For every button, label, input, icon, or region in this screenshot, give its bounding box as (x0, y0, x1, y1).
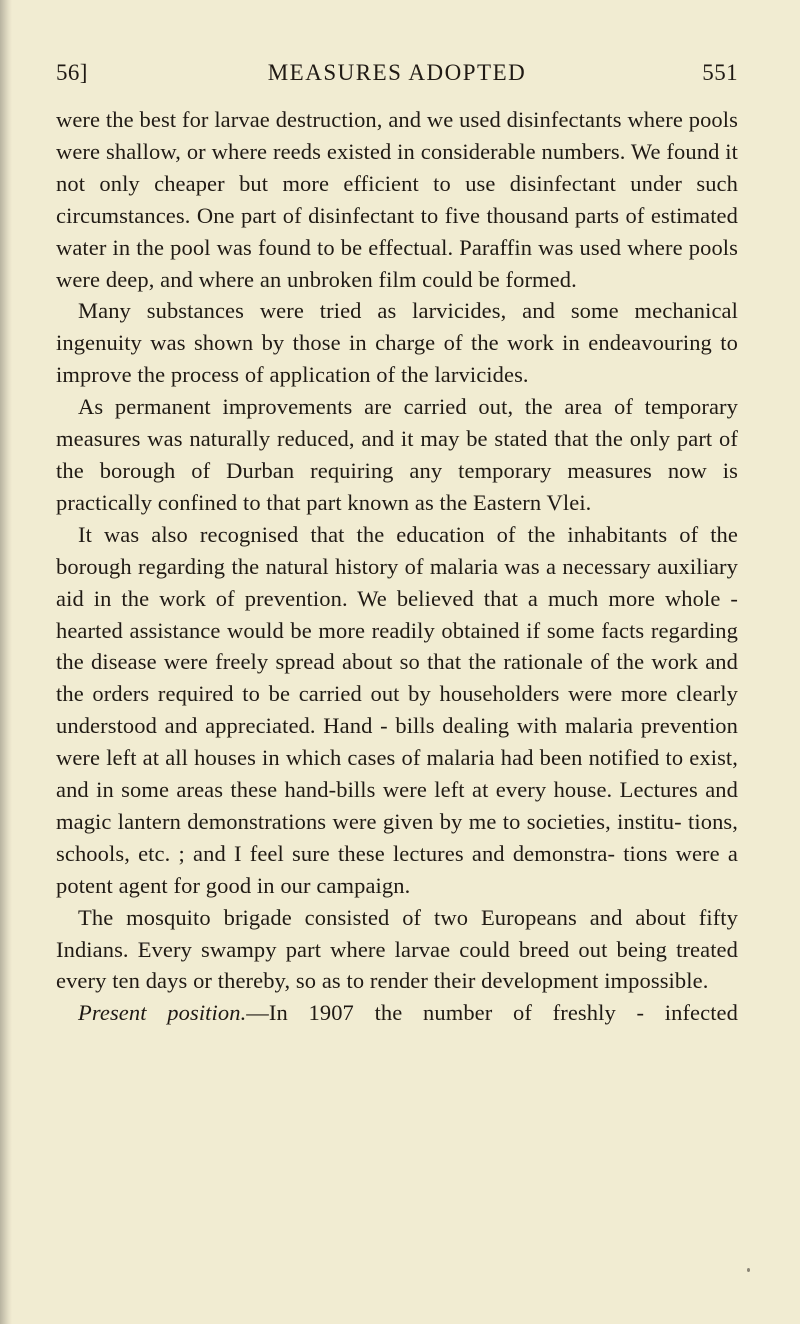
body-text (56, 104, 738, 1029)
paragraph: were the best for larvae destruction, and we used disinfectants where pools were shallow, or where reeds existed in considerable numbers. We found it not only cheaper but more efficient to use disinfectant under such circumstances. One part of disinfectant to five thousand parts of estimated water in the pool was found to be effectual. Paraffin was used where pools were deep, and where an unbroken film could be formed. (56, 107, 738, 292)
paper-speck (747, 1268, 750, 1272)
paragraph: It was also recognised that the education of the inhabitants of the borough regarding the natural history of malaria was a necessary auxiliary aid in the work of prevention. We believed that a much more whole - hearted assistance would be more readily obtained if some facts regarding the disease were freely spread about so that the rationale of the work and the orders required to be carried out by householders were more clearly understood and appreciated. Hand - bills dealing with malaria prevention were left at all houses in which cases of malaria had been notified to exist, and in some areas these hand-bills were left at every house. Lectures and magic lantern demonstrations were given by me to societies, institu- tions, schools, etc. ; and I feel sure these lectures and demonstra- tions were a potent agent for good in our campaign. (56, 521, 738, 898)
running-head (56, 60, 738, 96)
paragraph: The mosquito brigade consisted of two Europeans and about fifty Indians. Every swampy part where larvae could breed out being treated every ten days or thereby, so as to render their development impossible. (56, 904, 738, 994)
page-number: 551 (702, 60, 738, 85)
paragraph-present-position (56, 997, 738, 1029)
paragraph-continuation: —In 1907 the number of freshly - infected (246, 1000, 738, 1026)
running-title: MEASURES ADOPTED (267, 60, 527, 85)
binding-shadow (0, 0, 12, 1324)
italic-subheading: Present position. (78, 1000, 247, 1026)
paragraph: As permanent improvements are carried out, the area of temporary measures was naturally reduced, and it may be stated that the only part of the borough of Durban requiring any temporary measures now is practically confined to that part known as the Eastern Vlei. (56, 394, 738, 515)
paragraph: Many substances were tried as larvicides, and some mechanical ingenuity was shown by those in charge of the work in endeavouring to improve the process of application of the larvicides. (56, 298, 738, 388)
section-reference: 56] (56, 60, 88, 85)
book-page (56, 60, 738, 1029)
